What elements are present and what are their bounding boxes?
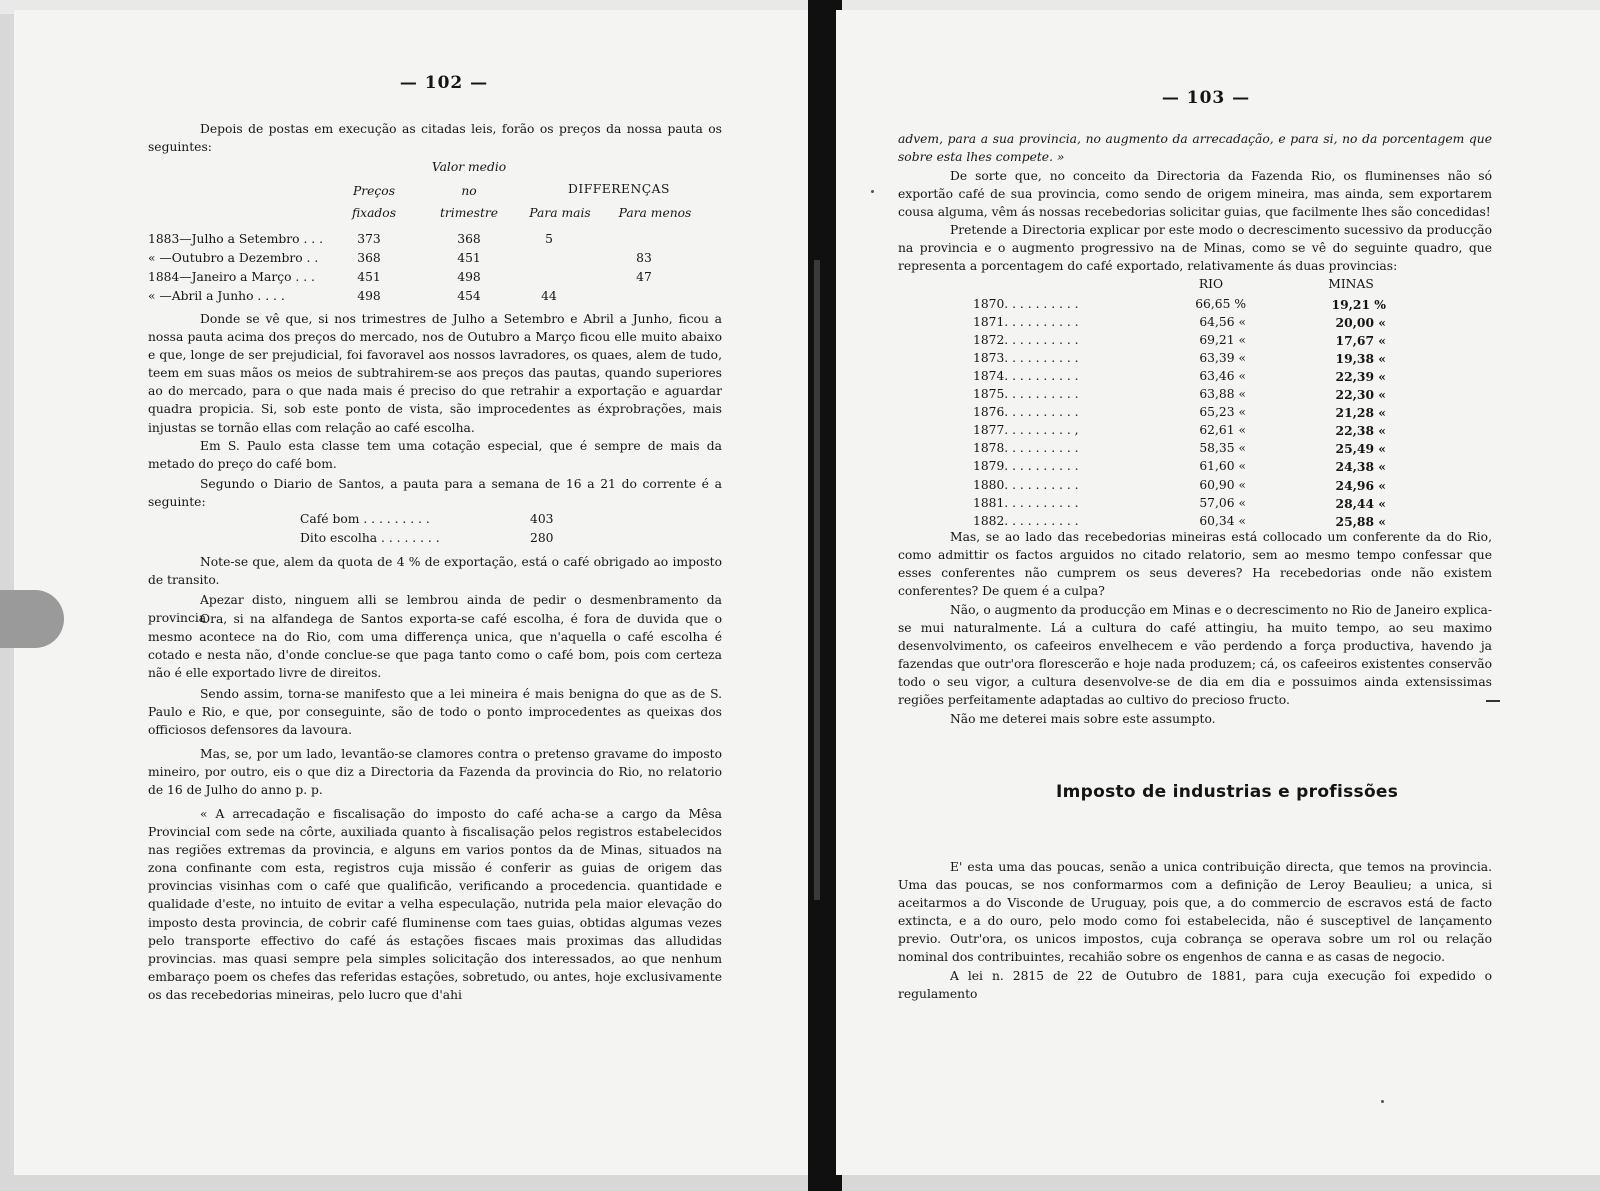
row-average: 368 [457, 232, 481, 246]
row-more: 44 [541, 289, 557, 303]
quote-continuation: advem, para a sua provincia, no augmento da arrecadação, e para si, no da porcentagem que sobre esta lhes compete. » [898, 132, 1492, 165]
paragraph: Mas, se ao lado das recebedorias mineiras está collocado um conferente da do Rio, como admittir os factos arguidos no citado relatorio, sem ao mesmo tempo confessar que esses conferentes não cumprem os seus deveres? Ha recebedorias onde não existem conferentes? De quem é a culpa? [898, 530, 1492, 599]
header-rio: RIO [1198, 277, 1224, 291]
row-minas: 17,67 « [1335, 333, 1386, 348]
row-rio: 60,90 « [1199, 478, 1246, 492]
row-rio: 63,88 « [1199, 387, 1246, 401]
row-minas: 21,28 « [1335, 405, 1386, 420]
row-year: 1874. . . . . . . . . . [973, 369, 1079, 383]
row-minas: 22,38 « [1335, 423, 1386, 438]
row-rio: 63,39 « [1199, 351, 1246, 365]
row-less: 83 [636, 251, 652, 265]
book-gutter-edge [814, 260, 820, 900]
scan-mark [1486, 700, 1500, 702]
row-fixed: 368 [357, 251, 381, 265]
row-year: 1877. . . . . . . . . , [973, 423, 1079, 437]
row-average: 451 [457, 251, 481, 265]
paragraph: A lei n. 2815 de 22 de Outubro de 1881, para cuja execução foi expedido o regulamento [898, 969, 1492, 1002]
header-trimestre: trimestre [439, 206, 499, 220]
row-rio: 69,21 « [1199, 333, 1246, 347]
row-rio: 60,34 « [1199, 514, 1246, 528]
row-year: 1876. . . . . . . . . . [973, 405, 1079, 419]
paragraph: Outr'ora, os unicos impostos, cuja cobrança se operava sobre um rol ou relação nominal dos contribuintes, recahião sobre os engenhos de canna e as casas de negocio. [898, 932, 1492, 965]
header-precos: Preços [352, 184, 396, 198]
row-period: 1883—Julho a Setembro . . . [148, 232, 324, 246]
row-year: 1880. . . . . . . . . . [973, 478, 1079, 492]
row-minas: 22,39 « [1335, 369, 1386, 384]
row-average: 454 [457, 289, 481, 303]
row-minas: 24,38 « [1335, 459, 1386, 474]
row-average: 498 [457, 270, 481, 284]
paragraph: De sorte que, no conceito da Directoria da Fazenda Rio, os fluminenses não só exportão café de sua provincia, como sendo de origem mineira, mas ainda, sem exportarem cousa alguma, vêm ás nossas recebedorias solicitar guias, que facilmente lhes são concedidas! [898, 169, 1492, 220]
header-no: no [461, 184, 477, 198]
row-minas: 24,96 « [1335, 478, 1386, 493]
header-valor-medio: Valor medio [431, 160, 507, 174]
header-para-menos: Para menos [618, 206, 692, 220]
row-year: 1875. . . . . . . . . . [973, 387, 1079, 401]
row-year: 1871. . . . . . . . . . [973, 315, 1079, 329]
scan-speck [1381, 1100, 1384, 1103]
row-rio: 64,56 « [1199, 315, 1246, 329]
paragraph: E' esta uma das poucas, senão a unica contribuição directa, que temos na provincia. Uma das poucas, se nos conformarmos com a definição de Leroy Beaulieu; a unica, si aceitarmos a do Visconde de Uruguay, pois que, a do commercio de escravos está de facto extincta, e a do ouro, pelo modo como foi estabelecida, não é susceptivel de lançamento previo. [898, 860, 1492, 947]
page-number: — 103 — [1161, 88, 1251, 108]
santos-value: 403 [530, 512, 554, 526]
row-more: 5 [545, 232, 553, 246]
row-less: 47 [636, 270, 652, 284]
row-fixed: 498 [357, 289, 381, 303]
row-period: « —Abril a Junho . . . . [148, 289, 285, 303]
paragraph: Donde se vê que, si nos trimestres de Julho a Setembro e Abril a Junho, ficou a nossa pauta acima dos preços do mercado, nos de Outubro a Março ficou elle muito abaixo e que, longe de ser prejudicial, foi favoravel aos nossos lavradores, os quaes, alem de tudo, teem em suas mãos os meios de subtrahirem-se aos preços das pautas, quando superiores ao do mercado, para o que nada mais é preciso do que retrahir a exportação e aguardar quadra propicia. Si, sob este ponto de vista, são improcedentes as éxprobrações, mais injustas se tornão ellas com relação ao café escolha. [148, 312, 722, 435]
row-rio: 65,23 « [1199, 405, 1246, 419]
row-minas: 19,38 « [1335, 351, 1386, 366]
paragraph: Mas, se, por um lado, levantão-se clamores contra o pretenso gravame do imposto mineiro, por outro, eis o que diz a Directoria da Fazenda da provincia do Rio, no relatorio de 16 de Julho do anno p. p. [148, 747, 722, 798]
row-rio: 63,46 « [1199, 369, 1246, 383]
santos-value: 280 [530, 531, 554, 545]
header-minas: MINAS [1328, 277, 1374, 291]
row-minas: 19,21 % [1331, 297, 1386, 312]
paragraph: Pretende a Directoria explicar por este modo o decrescimento sucessivo da producção na provincia e o augmento progressivo na de Minas, como se vê do seguinte quadro, que representa a porcentagem do café exportado, relativamente ás duas provincias: [898, 223, 1492, 274]
paragraph: Em S. Paulo esta classe tem uma cotação especial, que é sempre de mais da metado do preço do café bom. [148, 439, 722, 472]
paragraph: Segundo o Diario de Santos, a pauta para a semana de 16 a 21 do corrente é a seguinte: [148, 477, 722, 510]
row-period: 1884—Janeiro a Março . . . [148, 270, 315, 284]
scan-speck [871, 190, 874, 193]
row-year: 1878. . . . . . . . . . [973, 441, 1079, 455]
row-year: 1879. . . . . . . . . . [973, 459, 1079, 473]
row-year: 1872. . . . . . . . . . [973, 333, 1079, 347]
paragraph: Sendo assim, torna-se manifesto que a lei mineira é mais benigna do que as de S. Paulo e Rio, e que, por conseguinte, são de todo o ponto improcedentes as queixas dos officiosos defensores da lavoura. [148, 687, 722, 738]
row-year: 1881. . . . . . . . . . [973, 496, 1079, 510]
row-minas: 25,88 « [1335, 514, 1386, 529]
binding-tab-shadow [0, 590, 64, 648]
row-minas: 20,00 « [1335, 315, 1386, 330]
row-fixed: 373 [357, 232, 381, 246]
left-page [14, 10, 814, 1175]
row-year: 1870. . . . . . . . . . [973, 297, 1079, 311]
row-rio: 61,60 « [1199, 459, 1246, 473]
header-para-mais: Para mais [529, 206, 591, 220]
row-rio: 62,61 « [1199, 423, 1246, 437]
row-rio: 58,35 « [1199, 441, 1246, 455]
quoted-report-paragraph: « A arrecadação e fiscalisação do imposto do café acha-se a cargo da Mêsa Provincial com sede na côrte, auxiliada quanto à fiscalisação pelos registros estabelecidos nas regiões extremas da provincia, e alguns em varios pontos da de Minas, situados na zona confinante com esta, registros cuja missão é conferir as guias de origem das provincias visinhas com o café que qualificão, verificando a procedencia. quantidade e qualidade d'este, no intuito de evitar a velha especulação, nutrida pela maior elevação do imposto desta provincia, de cobrir café fluminense com taes guias, obtidas algumas vezes pelo transporte effectivo do café ás estações fiscaes mais proximas das alludidas provincias. mas quasi sempre pela simples solicitação dos interessados, ao que nenhum embaraço poem os chefes das referidas estações, sobretudo, ou antes, hoje exclusivamente os das recebedorias mineiras, pelo lucro que d'ahi [148, 807, 722, 1002]
santos-label: Dito escolha . . . . . . . . [300, 531, 440, 545]
paragraph: Apezar disto, ninguem alli se lembrou ainda de pedir o desmenbramento da provincia [148, 593, 722, 626]
paragraph: Note-se que, alem da quota de 4 % de exportação, está o café obrigado ao imposto de transito. [148, 555, 722, 588]
row-year: 1873. . . . . . . . . . [973, 351, 1079, 365]
right-page [836, 10, 1600, 1175]
paragraph: Não, o augmento da producção em Minas e o decrescimento no Rio de Janeiro explica-se mui naturalmente. Lá a cultura do café attingiu, ha muito tempo, ao seu maximo desenvolvimento, os cafeeiros envelhecem e vão perdendo a força productiva, havendo ja fazendas que outr'ora florescerão e hoje nada produzem; cá, os cafeeiros existentes conservão todo o seu vigor, a cultura desenvolve-se de dia em dia e possuimos ainda extensissimas regiões perfeitamente adaptadas ao cultivo do precioso fructo. [898, 603, 1492, 708]
intro-paragraph: Depois de postas em execução as citadas leis, forão os preços da nossa pauta os seguintes: [148, 122, 722, 155]
paragraph: Não me deterei mais sobre este assumpto. [950, 712, 1216, 726]
header-fixados: fixados [351, 206, 397, 220]
row-minas: 22,30 « [1335, 387, 1386, 402]
row-rio: 66,65 % [1195, 297, 1246, 311]
paragraph: Ora, si na alfandega de Santos exporta-se café escolha, é fora de duvida que o mesmo acontece na do Rio, com uma differença unica, que n'aquella o café escolha é cotado e nesta não, d'onde conclue-se que paga tanto como o café bom, pois com certeza não é elle exportado livre de direitos. [148, 612, 722, 681]
row-minas: 25,49 « [1335, 441, 1386, 456]
row-period: « —Outubro a Dezembro . . [148, 251, 319, 265]
section-heading: Imposto de industrias e profissões [1056, 782, 1399, 802]
row-fixed: 451 [357, 270, 381, 284]
row-year: 1882. . . . . . . . . . [973, 514, 1079, 528]
header-differencas: DIFFERENÇAS [568, 182, 670, 196]
santos-label: Café bom . . . . . . . . . [300, 512, 430, 526]
row-rio: 57,06 « [1199, 496, 1246, 510]
page-number: — 102 — [399, 73, 489, 93]
row-minas: 28,44 « [1335, 496, 1386, 511]
